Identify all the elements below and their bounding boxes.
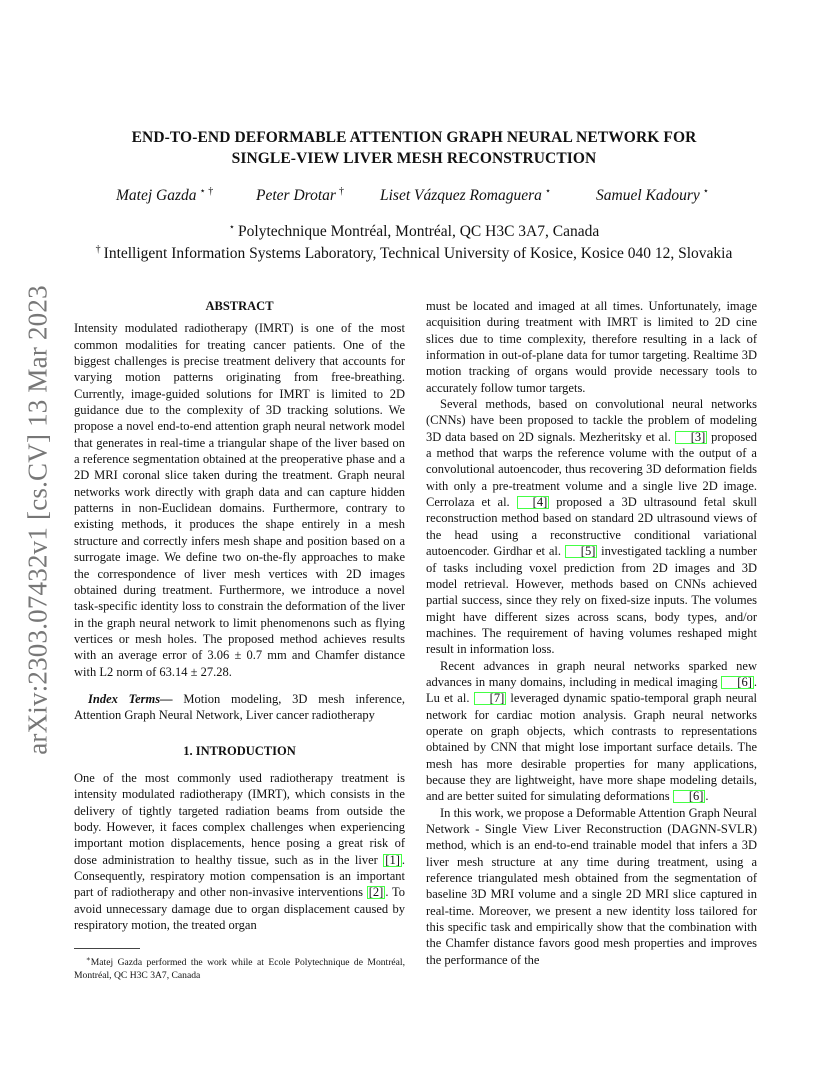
affiliation-1 [60,222,768,241]
footnote-rule [74,948,140,949]
affiliation-2 [60,244,768,263]
text-run: investigated tackling a number of tasks including voxel prediction from 2D images and 3D model retrieval. However, methods based on CNNs achieved partial success, since they rely on fixed-size inputs. The volumes might have different sizes across scans, body types, and/or machines. The requirement of having volumes reshaped might result in information loss. [426,544,757,657]
citation-link[interactable]: [5] [565,545,598,558]
footnote-mark: ∗ [86,955,91,963]
author-4 [596,186,709,205]
author-marks: ⋆ † [199,186,214,197]
citation-link[interactable]: [3] [675,431,708,444]
footnote [74,953,405,982]
text-run: proposed a 3D ultrasound fetal skull reconstruction method based on standard 2D ultrasound views of the head using a reconstructive conditional variational autoencoder. Girdhar et al. [426,495,758,559]
index-terms-label: Index Terms— [88,691,173,706]
title-line-1: END-TO-END DEFORMABLE ATTENTION GRAPH NEURAL NETWORK FOR [131,129,697,146]
author-list [80,186,748,208]
citation-link[interactable]: [4] [517,496,550,509]
text-run: Recent advances in graph neural networks sparked new advances in many domains, including in medical imaging [426,658,757,689]
index-terms-text: Motion modeling, 3D mesh inference, Attention Graph Neural Network, Liver cancer radiotherapy [74,691,405,723]
left-column [74,298,405,933]
paragraph-related-work [426,396,757,658]
paragraph-contribution: In this work, we propose a Deformable Attention Graph Neural Network - Single View Liver Reconstruction (DAGNN-SVLR) method, which is an end-to-end trainable model that infers a 3D liver mesh structure at any time during treatment, using a reference triangulated mesh obtained from the segmentation of baseline 3D MRI volume and a single 2D MRI slice captured in real-time. Moreover, we present a new identity loss tailored for this specific task and empirically show that the combination with the Chamfer distance favors good mesh properties and improves the performance of the [426,805,757,967]
arxiv-identifier-text: arXiv:2303.07432v1 [cs.CV] 13 Mar 2023 [22,285,53,755]
author-2 [256,186,344,205]
citation-link[interactable]: [6] [721,676,754,689]
paragraph-graph-networks [426,658,757,805]
text-run: . Consequently, respiratory motion compensation is an important part of radiotherapy and other non-invasive interventions [74,852,405,900]
author-3 [380,186,551,205]
abstract-heading: ABSTRACT [205,299,274,313]
citation-link[interactable]: [2] [368,885,384,900]
text-run: . Lu et al. [426,674,757,706]
citation-link[interactable]: [6] [673,790,706,803]
affiliation-mark: † [95,244,101,255]
text-run: . To avoid unnecessary damage due to organ displacement caused by respiratory motion, the treated organ [74,885,405,933]
affiliation-text: Polytechnique Montréal, Montréal, QC H3C 3A7, Canada [238,223,600,240]
right-column [426,298,757,968]
author-marks: † [338,186,344,197]
intro-paragraph [74,770,405,933]
citation-link[interactable]: [7] [474,692,507,705]
author-name: Matej Gazda [116,187,197,204]
title-line-2: SINGLE-VIEW LIVER MESH RECONSTRUCTION [231,150,597,167]
text-run: Several methods, based on convolutional neural networks (CNNs) have been proposed to tackle the problem of modeling 3D data based on 2D signals. Mezheritsky et al. [426,397,757,444]
author-marks: ⋆ [702,186,710,197]
paper-title [80,127,748,169]
author-name: Liset Vázquez Romaguera [380,187,542,204]
text-run: proposed a method that warps the reference volume with the output of a convolutional autoencoder, thus recovering 3D deformation fields with only a pre-treatment volume and a single live 2D image. Cerrolaza et al. [426,429,757,510]
abstract-text: Intensity modulated radiotherapy (IMRT) is one of the most common modalities for treating cancer patients. One of the biggest challenges is precise treatment delivery that accounts for varying motion patterns originating from free-breathing. Currently, image-guided solutions for IMRT is limited to 2D guidance due to the complexity of 3D tracking solutions. We propose a novel end-to-end attention graph neural network model that generates in real-time a triangular shape of the liver based on a reference segmentation obtained at the preoperative phase and a 2D MRI coronal slice taken during the treatment. Graph neural networks work directly with graph data and can capture hidden patterns in non-Euclidean domains. Furthermore, contrary to existing methods, it produces the shape entirely in a mesh structure and correctly infers mesh shape and position based on a surrogate image. We define two on-the-fly approaches to make the correspondence of liver mesh vertices with 2D images obtained during treatment. Furthermore, we introduce a novel task-specific identity loss to constrain the deformation of the liver in the graph neural network to limit phenomenons such as flying vertices or mesh holes. The proposed method achieves results with an average error of 3.06 ± 0.7 mm and Chamfer distance with L2 norm of 63.14 ± 27.28. [74,321,405,679]
footnote-text: Matej Gazda performed the work while at Ecole Polytechnique de Montréal, Montréal, QC H3C 3A7, Canada [74,957,405,981]
index-terms [74,691,405,724]
author-1 [116,186,213,205]
text-run: One of the most commonly used radiotherapy treatment is intensity modulated radiotherapy (IMRT), which consists in the delivery of tightly targeted radiation beams from outside the body. However, it faces complex challenges when experiencing important motion displacements, hence posing a great risk of dose administration to healthy tissue, such as in the liver [74,770,405,867]
intro-heading: 1. INTRODUCTION [183,743,296,758]
author-name: Peter Drotar [256,187,336,204]
affiliation-mark: ⋆ [228,222,236,233]
paragraph-continued: must be located and imaged at all times. Unfortunately, image acquisition during treatment with IMRT is limited to 2D cine slices due to time complexity, therefore resulting in a lack of information in out-of-plane data for tumor targeting. Realtime 3D motion tracking of organs would provide necessary tools to accurately follow tumor targets. [426,299,757,395]
citation-link[interactable]: [1] [385,852,400,867]
author-name: Samuel Kadoury [596,187,700,204]
text-run: . [705,789,709,804]
affiliation-text: Intelligent Information Systems Laboratory, Technical University of Kosice, Kosice 040 12, Slovakia [103,245,733,262]
text-run: leveraged dynamic spatio-temporal graph neural network for cardiac motion analysis. Graph neural networks operate on graph objects, which contrasts to representations obtained by CNN that might lose important surface details. The mesh has more desirable properties for many applications, because they are lightweight, have more shape modeling details, and are better suited for simulating deformations [426,691,757,804]
author-marks: ⋆ [544,186,552,197]
